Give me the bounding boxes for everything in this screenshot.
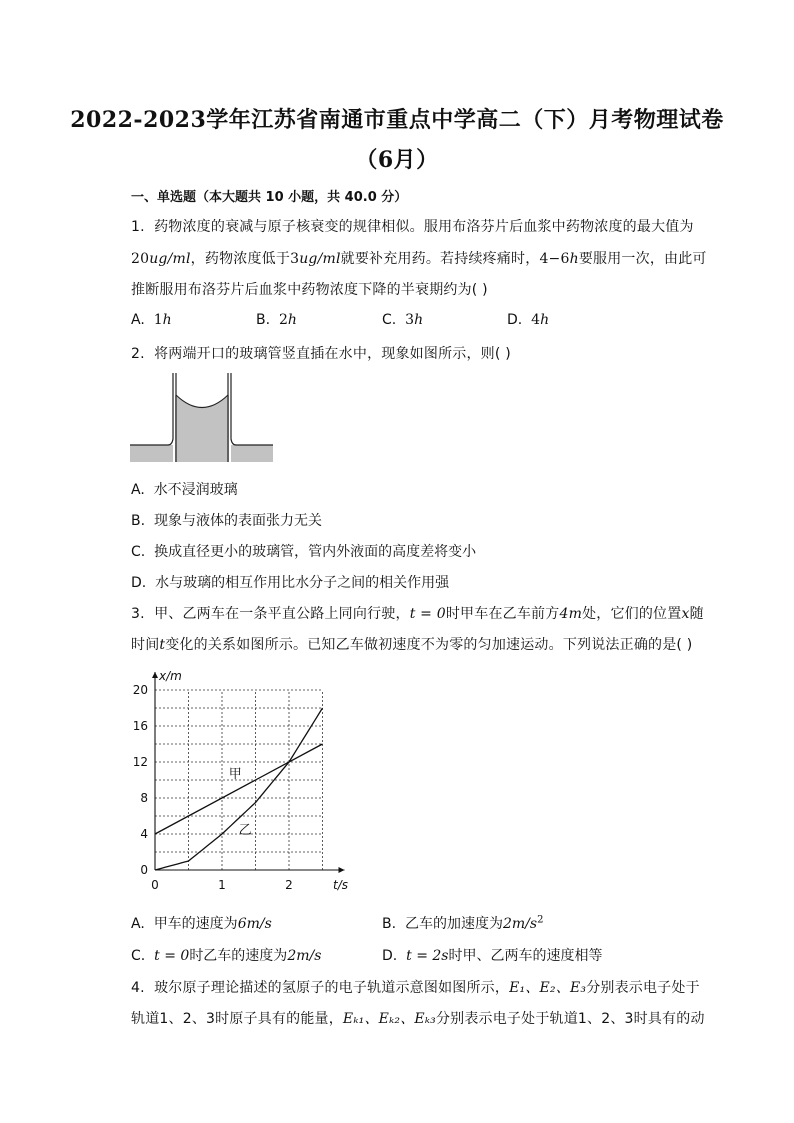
q4-kinetic: Eₖ₁、Eₖ₂、Eₖ₃ xyxy=(342,1011,436,1027)
paper-title-month: （6月） xyxy=(355,147,439,173)
q1-number: 1. xyxy=(131,219,145,235)
q4-line2: 轨道1、2、3时原子具有的能量，Eₖ₁、Eₖ₂、Eₖ₃分别表示电子处于轨道1、2、3时具有的动 xyxy=(131,1011,705,1027)
x-tick-label: 2 xyxy=(285,878,293,892)
q1-text-1: 药物浓度的衰减与原子核衰变的规律相似。服用布洛芬片后血浆中药物浓度的最大值为 xyxy=(154,219,694,235)
q4-number: 4. xyxy=(131,980,145,996)
q1-line3: 推断服用布洛芬片后血浆中药物浓度下降的半衰期约为( ) xyxy=(131,282,488,298)
q1-line2 xyxy=(131,248,707,268)
y-axis-arrow xyxy=(152,672,158,678)
q1-max-value: 20 xyxy=(131,251,150,267)
q2-option-d[interactable]: D. 水与玻璃的相互作用比水分子之间的相关作用强 xyxy=(131,575,450,591)
y-tick-label: 16 xyxy=(132,719,148,733)
x-tick-label: 1 xyxy=(218,878,226,892)
section-heading: 一、单选题（本大题共 10 小题，共 40.0 分） xyxy=(131,190,408,205)
q4-energies: E₁、E₂、E₃ xyxy=(509,980,587,996)
q1-unit: ug/ml xyxy=(149,251,191,267)
q1-interval: 4−6 xyxy=(539,251,570,267)
series-label-yi: 乙 xyxy=(238,823,252,838)
x-axis-label: t/s xyxy=(333,878,348,892)
q3-option-d[interactable]: D. t = 2s时甲、乙两车的速度相等 xyxy=(382,948,603,964)
q1-low-value: 3 xyxy=(290,251,300,267)
series-label-jia: 甲 xyxy=(228,767,242,783)
q2-number: 2. xyxy=(131,346,145,362)
paper-title: 2022-2023学年江苏省南通市重点中学高二（下）月考物理试卷 xyxy=(70,107,724,133)
capillary-tube-figure xyxy=(130,373,275,465)
q1-option-b[interactable]: B. 2h xyxy=(256,312,297,328)
q1-unit-2: ug/ml xyxy=(299,251,341,267)
q1-line1 xyxy=(131,216,694,236)
x-axis-arrow xyxy=(339,867,345,873)
q2-stem xyxy=(131,343,691,363)
q3-option-c[interactable]: C. t = 0时乙车的速度为2m/s xyxy=(131,948,322,964)
q3-number: 3. xyxy=(131,606,145,622)
q1-text-3: 就要补充用药。若持续疼痛时， xyxy=(340,251,540,267)
y-axis-label: x/m xyxy=(159,669,182,683)
q2-option-c[interactable]: C. 换成直径更小的玻璃管，管内外液面的高度差将变小 xyxy=(131,544,477,560)
y-tick-label: 12 xyxy=(132,755,148,769)
q1-option-d[interactable]: D. 4h xyxy=(507,312,550,328)
q2-option-b[interactable]: B. 现象与液体的表面张力无关 xyxy=(131,513,322,529)
q3-option-a[interactable]: A. 甲车的速度为6m/s xyxy=(131,916,272,932)
q3-t0: t = 0 xyxy=(409,606,446,622)
y-tick-label: 4 xyxy=(140,827,148,841)
q1-hour-unit: h xyxy=(569,251,579,267)
q3-line2: 时间t变化的关系如图所示。已知乙车做初速度不为零的匀加速运动。下列说法正确的是( ) xyxy=(131,637,693,653)
q1-text-2: ，药物浓度低于 xyxy=(190,251,291,267)
y-tick-label: 0 xyxy=(140,863,148,877)
q1-text-4: 要服用一次，由此可 xyxy=(578,251,707,267)
q1-option-a[interactable]: A. 1h xyxy=(131,312,172,328)
q3-dist: 4m xyxy=(559,606,583,622)
q1-option-c[interactable]: C. 3h xyxy=(382,312,424,328)
q4-line1: 4. 玻尔原子理论描述的氢原子的电子轨道示意图如图所示，E₁、E₂、E₃分别表示电子处于 xyxy=(131,980,700,996)
position-time-chart xyxy=(125,660,355,900)
x-tick-label: 0 xyxy=(151,878,159,892)
q2-option-a[interactable]: A. 水不浸润玻璃 xyxy=(131,482,238,498)
q3-option-b[interactable]: B. 乙车的加速度为$2m/s^2$ xyxy=(382,914,544,932)
y-tick-label: 8 xyxy=(140,791,148,805)
y-tick-label: 20 xyxy=(132,683,148,697)
series-jia-line xyxy=(155,744,323,834)
q2-text: 将两端开口的玻璃管竖直插在水中，现象如图所示，则( ) xyxy=(154,346,511,362)
q3-line1: 3. 甲、乙两车在一条平直公路上同向行驶，t = 0时甲车在乙车前方4m处，它们的位置x随 xyxy=(131,606,704,622)
